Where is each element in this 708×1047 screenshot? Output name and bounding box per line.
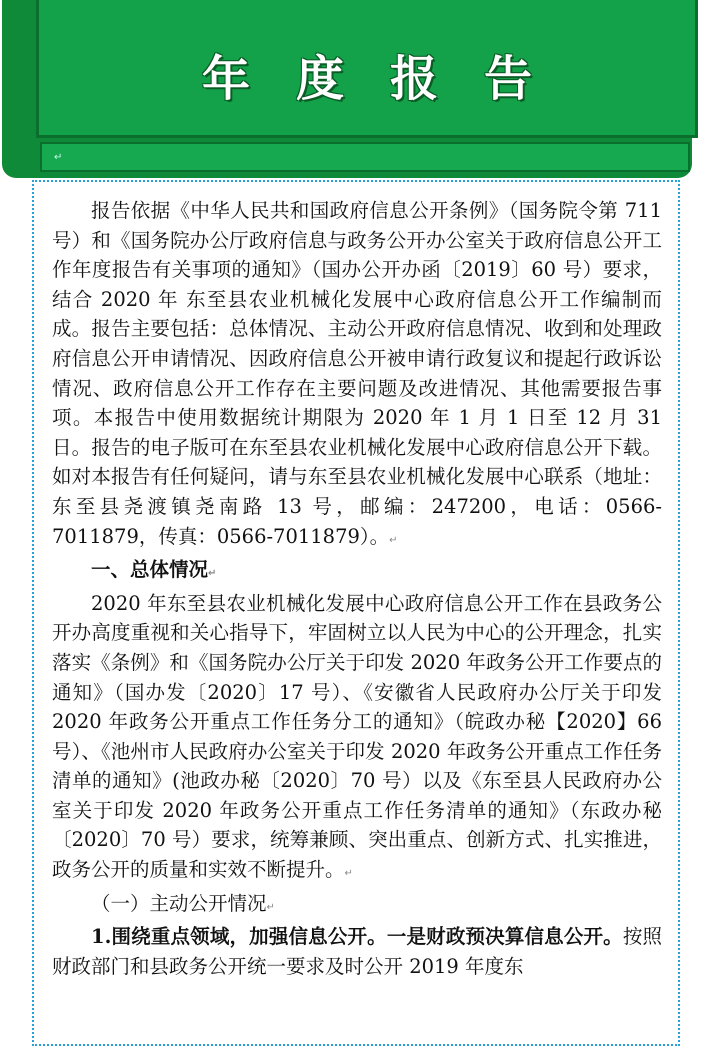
subsection-heading-text: （一）主动公开情况 [91, 891, 267, 915]
header-strip [40, 142, 690, 172]
intro-paragraph [52, 196, 662, 555]
page-title: 年度报告 [201, 51, 578, 107]
intro-text: 报告依据《中华人民共和国政府信息公开条例》（国务院令第 711 号）和《国务院办公厅政府信息与政务公开办公室关于政府信息公开工作年度报告有关事项的通知》（国办公开办函〔2019〕60 号）要求，结合 2020 年 东至县农业机械化发展中心政府信息公开工作编制而成。报告主要包括：总体情况、主动公开政府信息情况、收到和处理政府信息公开申请情况、因政府信息公开被申请行政复议和提起行政诉讼情况、政府信息公开工作存在主要问题及改进情况、其他需要报告事项。本报告中使用数据统计期限为 2020 年 1 月 1 日至 12 月 31 日。报告的电子版可在东至县农业机械化发展中心政府信息公开下载。如对本报告有任何疑问，请与东至县农业机械化发展中心联系（地址：东至县尧渡镇尧南路 13 号，邮编：247200，电话：0566-7011879，传真：0566-7011879）。 [52, 199, 662, 548]
section-heading-overview [52, 555, 662, 589]
overview-text: 2020 年东至县农业机械化发展中心政府信息公开工作在县政务公开办高度重视和关心指导下，牢固树立以人民为中心的公开理念，扎实落实《条例》和《国务院办公厅关于印发 2020 年政务公开工作要点的通知》（国办发〔2020〕17 号）、《安徽省人民政府办公厅关于印发 2020 年政务公开重点工作任务分工的通知》（皖政办秘【2020】66 号）、《池州市人民政府办公室关于印发 2020 年政务公开重点工作任务清单的通知》(池政办秘〔2020〕70 号）以及《东至县人民政府办公室关于印发 2020 年政务公开重点工作任务清单的通知》（东政办秘〔2020〕70 号）要求，统筹兼顾、突出重点、创新方式、扎实推进，政务公开的质量和实效不断提升。 [52, 591, 662, 882]
subsection-heading-active-disclosure [52, 889, 662, 923]
item-paragraph [52, 922, 662, 981]
item-lead-text: 1.围绕重点领域，加强信息公开。一是财政预决算信息公开。 [91, 925, 623, 949]
paragraph-mark: ↵ [389, 534, 398, 546]
overview-paragraph [52, 589, 662, 889]
section-heading-text: 一、总体情况 [91, 558, 209, 582]
strip-paragraph-mark: ↵ [54, 152, 63, 163]
paragraph-mark: ↵ [344, 868, 353, 880]
paragraph-mark: ↵ [208, 568, 217, 580]
item-body-text: 按照财政部门和县政务公开统一要求及时公开 2019 年度东 [52, 925, 662, 978]
paragraph-mark: ↵ [266, 901, 275, 913]
header-banner [36, 0, 698, 138]
report-content [52, 196, 662, 981]
